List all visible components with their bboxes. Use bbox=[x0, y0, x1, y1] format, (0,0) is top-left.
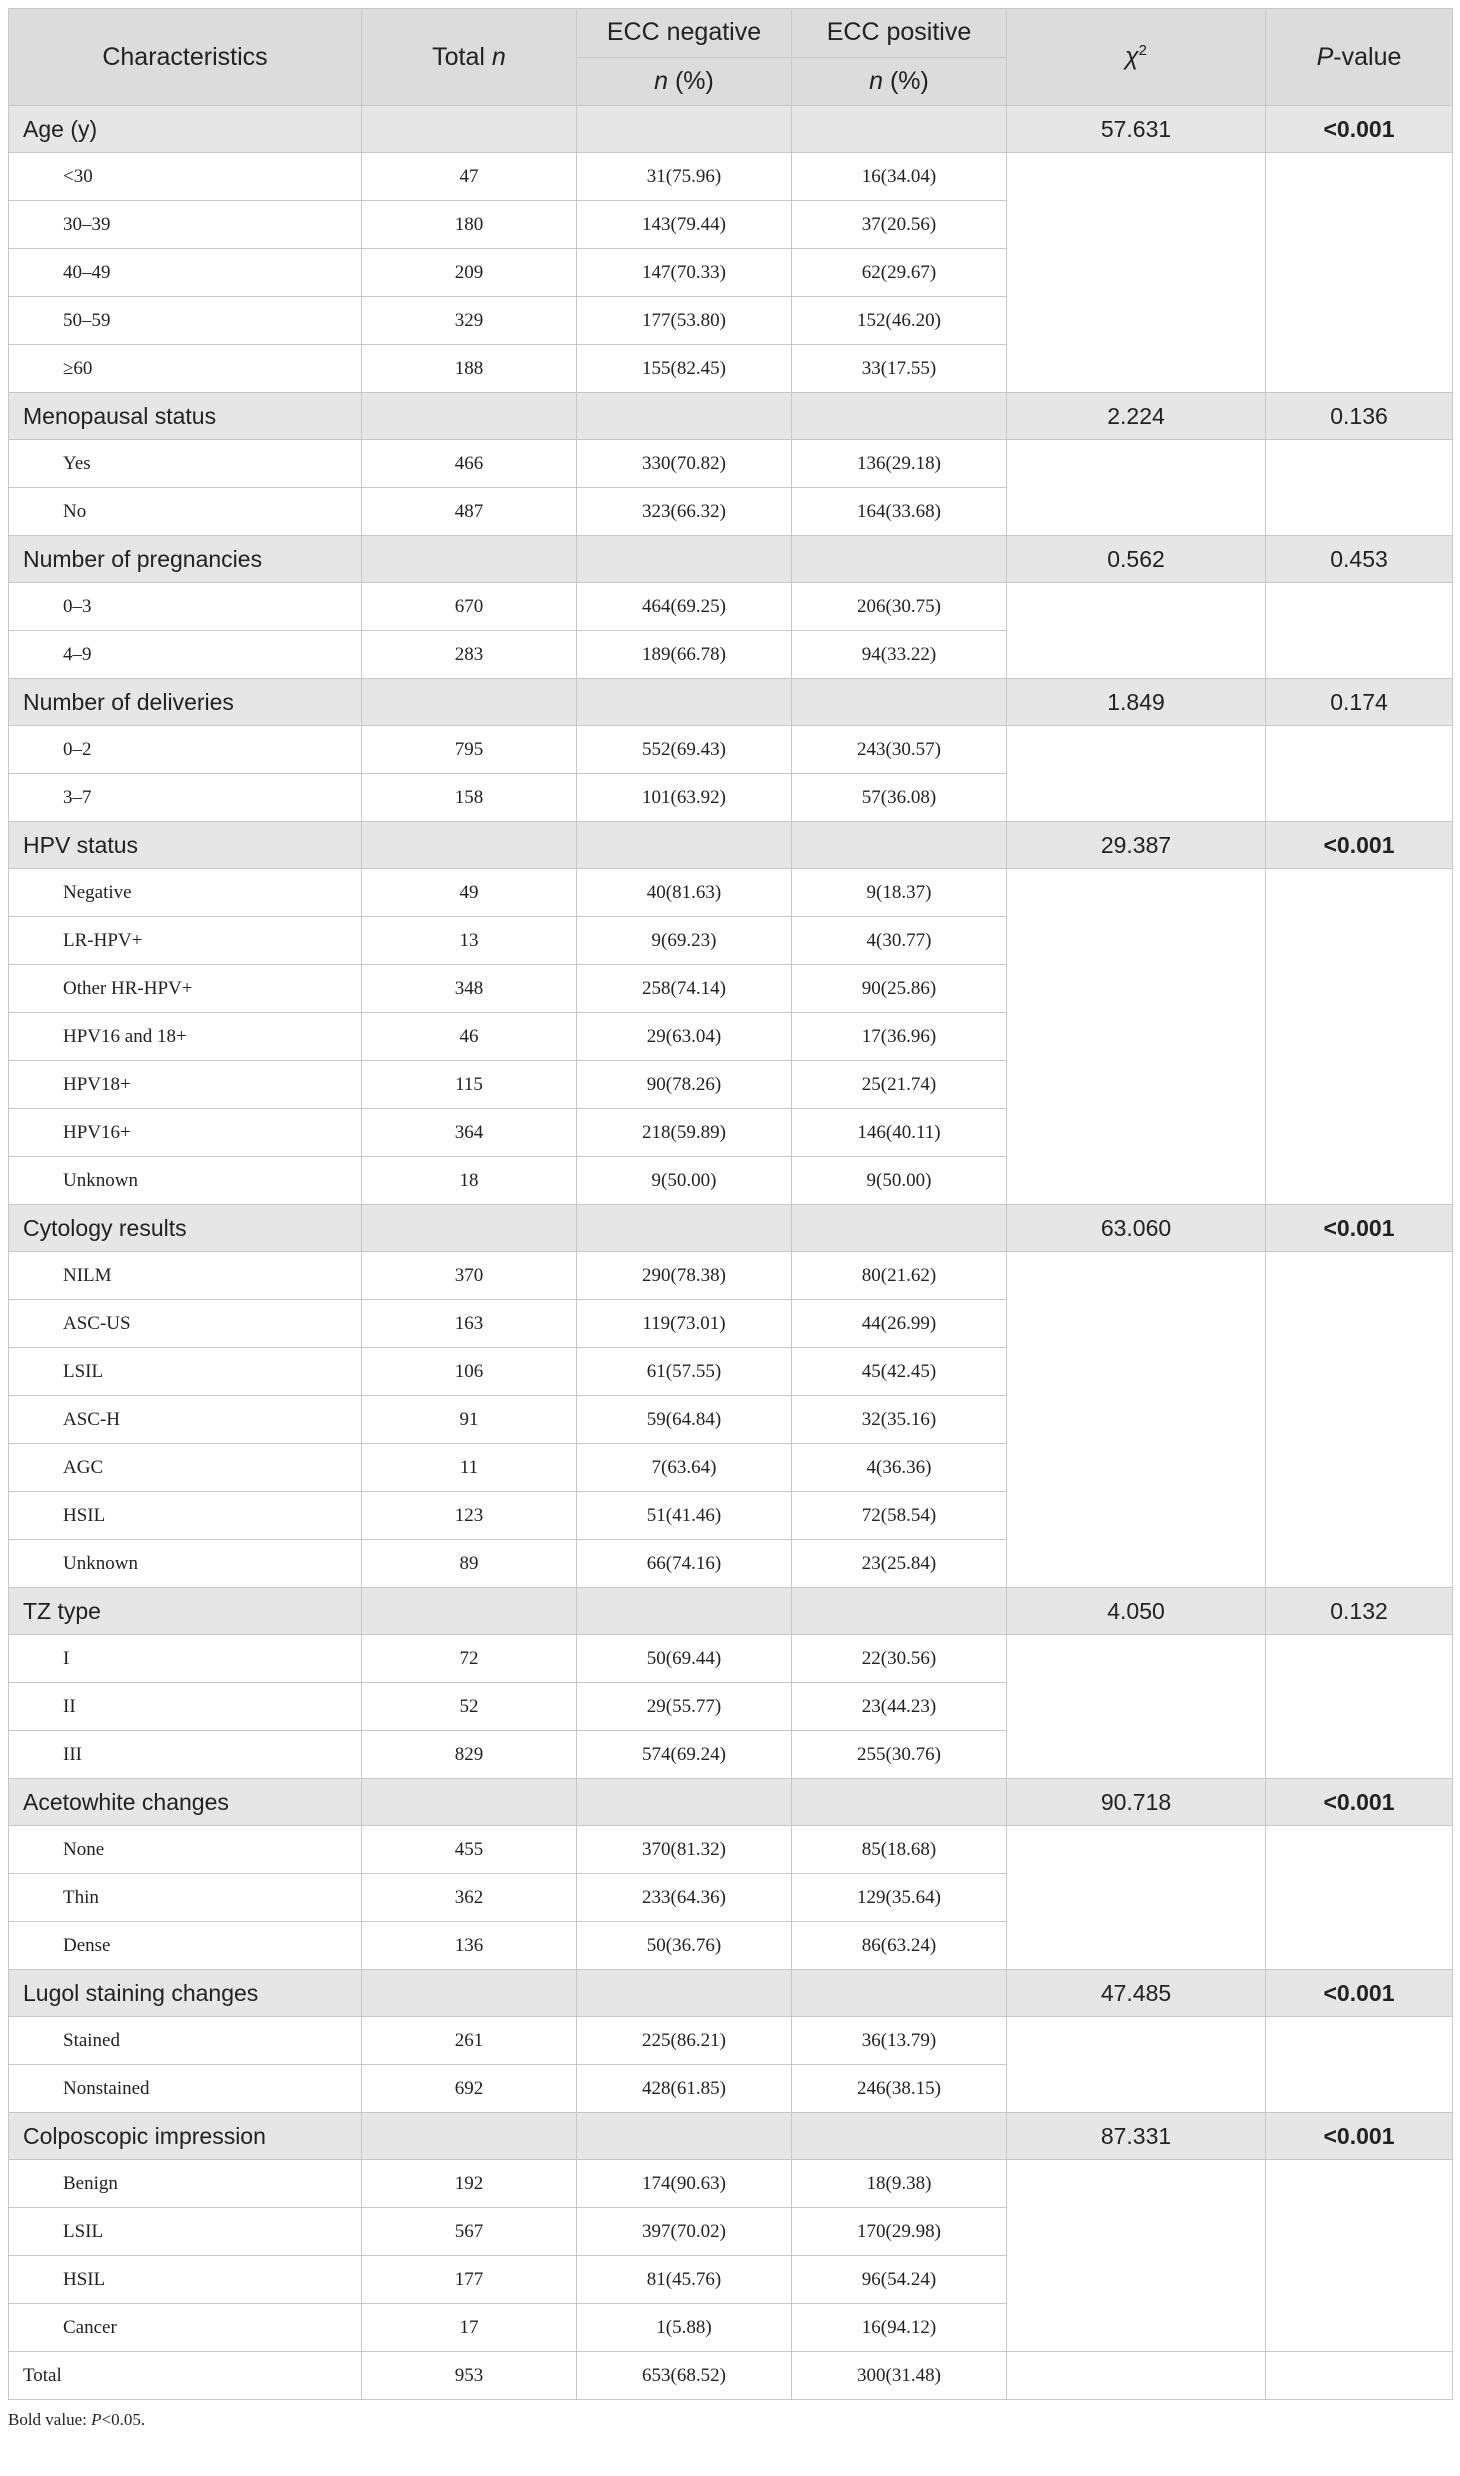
p-value: 0.132 bbox=[1266, 1588, 1453, 1635]
row-label: Nonstained bbox=[9, 2065, 362, 2113]
total-n: 953 bbox=[362, 2352, 577, 2400]
row-label: Unknown bbox=[9, 1157, 362, 1205]
total-n: 11 bbox=[362, 1444, 577, 1492]
table-row bbox=[9, 440, 1453, 488]
ecc-positive-value: 170(29.98) bbox=[792, 2208, 1007, 2256]
row-label: Other HR-HPV+ bbox=[9, 965, 362, 1013]
ecc-positive-value: 9(18.37) bbox=[792, 869, 1007, 917]
empty-cell bbox=[362, 2113, 577, 2160]
row-label: II bbox=[9, 1683, 362, 1731]
category-label: Number of deliveries bbox=[9, 679, 362, 726]
ecc-negative-value: 189(66.78) bbox=[577, 631, 792, 679]
ecc-positive-value: 36(13.79) bbox=[792, 2017, 1007, 2065]
header-ecc-positive: ECC positive bbox=[792, 9, 1007, 58]
table-container bbox=[8, 8, 1452, 2430]
table-row bbox=[9, 1635, 1453, 1683]
empty-cell bbox=[792, 1588, 1007, 1635]
empty-cell bbox=[362, 106, 577, 153]
ecc-positive-value: 136(29.18) bbox=[792, 440, 1007, 488]
row-label: 40–49 bbox=[9, 249, 362, 297]
ecc-negative-value: 29(55.77) bbox=[577, 1683, 792, 1731]
table-row bbox=[9, 869, 1453, 917]
header-negative-n-pct: n (%) bbox=[577, 57, 792, 106]
category-label: Cytology results bbox=[9, 1205, 362, 1252]
ecc-negative-value: 147(70.33) bbox=[577, 249, 792, 297]
ecc-negative-value: 90(78.26) bbox=[577, 1061, 792, 1109]
total-n: 136 bbox=[362, 1922, 577, 1970]
empty-cell bbox=[1007, 1826, 1266, 1970]
header-ecc-negative: ECC negative bbox=[577, 9, 792, 58]
p-value: <0.001 bbox=[1266, 1970, 1453, 2017]
ecc-positive-value: 94(33.22) bbox=[792, 631, 1007, 679]
total-n: 692 bbox=[362, 2065, 577, 2113]
total-n: 123 bbox=[362, 1492, 577, 1540]
row-label: No bbox=[9, 488, 362, 536]
empty-cell bbox=[577, 1205, 792, 1252]
ecc-negative-value: 574(69.24) bbox=[577, 1731, 792, 1779]
empty-cell bbox=[362, 1970, 577, 2017]
chi-square-value: 47.485 bbox=[1007, 1970, 1266, 2017]
category-row bbox=[9, 679, 1453, 726]
total-n: 177 bbox=[362, 2256, 577, 2304]
chi-square-value: 63.060 bbox=[1007, 1205, 1266, 1252]
ecc-positive-value: 16(94.12) bbox=[792, 2304, 1007, 2352]
empty-cell bbox=[1266, 726, 1453, 822]
empty-cell bbox=[362, 822, 577, 869]
total-n: 283 bbox=[362, 631, 577, 679]
row-label: <30 bbox=[9, 153, 362, 201]
empty-cell bbox=[1007, 153, 1266, 393]
row-label: ASC-US bbox=[9, 1300, 362, 1348]
row-label: HPV18+ bbox=[9, 1061, 362, 1109]
empty-cell bbox=[1007, 1252, 1266, 1588]
ecc-positive-value: 72(58.54) bbox=[792, 1492, 1007, 1540]
empty-cell bbox=[1266, 1635, 1453, 1779]
ecc-positive-value: 32(35.16) bbox=[792, 1396, 1007, 1444]
ecc-positive-value: 90(25.86) bbox=[792, 965, 1007, 1013]
total-n: 209 bbox=[362, 249, 577, 297]
ecc-negative-value: 51(41.46) bbox=[577, 1492, 792, 1540]
ecc-positive-value: 129(35.64) bbox=[792, 1874, 1007, 1922]
chi-square-value: 57.631 bbox=[1007, 106, 1266, 153]
empty-cell bbox=[577, 106, 792, 153]
total-n: 115 bbox=[362, 1061, 577, 1109]
empty-cell bbox=[362, 1779, 577, 1826]
row-label: NILM bbox=[9, 1252, 362, 1300]
p-value: <0.001 bbox=[1266, 1205, 1453, 1252]
p-value: 0.136 bbox=[1266, 393, 1453, 440]
empty-cell bbox=[362, 1205, 577, 1252]
category-label: Lugol staining changes bbox=[9, 1970, 362, 2017]
ecc-positive-value: 18(9.38) bbox=[792, 2160, 1007, 2208]
ecc-negative-value: 155(82.45) bbox=[577, 345, 792, 393]
chi-square-value: 2.224 bbox=[1007, 393, 1266, 440]
total-n: 18 bbox=[362, 1157, 577, 1205]
total-row bbox=[9, 2352, 1453, 2400]
empty-cell bbox=[1266, 153, 1453, 393]
empty-cell bbox=[792, 2113, 1007, 2160]
ecc-negative-value: 143(79.44) bbox=[577, 201, 792, 249]
ecc-positive-value: 4(36.36) bbox=[792, 1444, 1007, 1492]
empty-cell bbox=[362, 393, 577, 440]
ecc-negative-value: 50(69.44) bbox=[577, 1635, 792, 1683]
empty-cell bbox=[792, 393, 1007, 440]
empty-cell bbox=[1007, 2017, 1266, 2113]
empty-cell bbox=[1007, 440, 1266, 536]
ecc-negative-value: 233(64.36) bbox=[577, 1874, 792, 1922]
empty-cell bbox=[1007, 869, 1266, 1205]
ecc-positive-value: 96(54.24) bbox=[792, 2256, 1007, 2304]
empty-cell bbox=[792, 1970, 1007, 2017]
chi-square-value: 90.718 bbox=[1007, 1779, 1266, 1826]
header-total-n: Total n bbox=[362, 9, 577, 106]
empty-cell bbox=[792, 1205, 1007, 1252]
ecc-negative-value: 59(64.84) bbox=[577, 1396, 792, 1444]
category-label: Menopausal status bbox=[9, 393, 362, 440]
category-label: HPV status bbox=[9, 822, 362, 869]
ecc-positive-value: 25(21.74) bbox=[792, 1061, 1007, 1109]
ecc-positive-value: 44(26.99) bbox=[792, 1300, 1007, 1348]
ecc-negative-value: 290(78.38) bbox=[577, 1252, 792, 1300]
category-row bbox=[9, 393, 1453, 440]
table-row bbox=[9, 726, 1453, 774]
row-label: 0–2 bbox=[9, 726, 362, 774]
row-label: Stained bbox=[9, 2017, 362, 2065]
row-label: LSIL bbox=[9, 1348, 362, 1396]
total-n: 180 bbox=[362, 201, 577, 249]
p-value: <0.001 bbox=[1266, 106, 1453, 153]
total-n: 158 bbox=[362, 774, 577, 822]
empty-cell bbox=[1266, 583, 1453, 679]
empty-cell bbox=[1007, 726, 1266, 822]
empty-cell bbox=[362, 1588, 577, 1635]
total-n: 455 bbox=[362, 1826, 577, 1874]
ecc-negative-value: 323(66.32) bbox=[577, 488, 792, 536]
table-body bbox=[9, 106, 1453, 2400]
empty-cell bbox=[1266, 1826, 1453, 1970]
ecc-negative-value: 31(75.96) bbox=[577, 153, 792, 201]
ecc-positive-value: 206(30.75) bbox=[792, 583, 1007, 631]
header-positive-n-pct: n (%) bbox=[792, 57, 1007, 106]
table-row bbox=[9, 1252, 1453, 1300]
empty-cell bbox=[1007, 2352, 1266, 2400]
empty-cell bbox=[792, 822, 1007, 869]
ecc-positive-value: 80(21.62) bbox=[792, 1252, 1007, 1300]
total-n: 795 bbox=[362, 726, 577, 774]
row-label: None bbox=[9, 1826, 362, 1874]
ecc-positive-value: 164(33.68) bbox=[792, 488, 1007, 536]
ecc-positive-value: 146(40.11) bbox=[792, 1109, 1007, 1157]
empty-cell bbox=[577, 536, 792, 583]
empty-cell bbox=[792, 1779, 1007, 1826]
row-label: 3–7 bbox=[9, 774, 362, 822]
p-value: <0.001 bbox=[1266, 1779, 1453, 1826]
ecc-negative-value: 225(86.21) bbox=[577, 2017, 792, 2065]
total-n: 261 bbox=[362, 2017, 577, 2065]
empty-cell bbox=[577, 1588, 792, 1635]
total-n: 188 bbox=[362, 345, 577, 393]
total-n: 348 bbox=[362, 965, 577, 1013]
row-label: Negative bbox=[9, 869, 362, 917]
ecc-positive-value: 45(42.45) bbox=[792, 1348, 1007, 1396]
ecc-negative-value: 81(45.76) bbox=[577, 2256, 792, 2304]
ecc-negative-total: 653(68.52) bbox=[577, 2352, 792, 2400]
empty-cell bbox=[577, 1779, 792, 1826]
ecc-negative-value: 119(73.01) bbox=[577, 1300, 792, 1348]
ecc-negative-value: 7(63.64) bbox=[577, 1444, 792, 1492]
row-label: HPV16 and 18+ bbox=[9, 1013, 362, 1061]
chi-square-value: 29.387 bbox=[1007, 822, 1266, 869]
category-row bbox=[9, 536, 1453, 583]
chi-square-value: 1.849 bbox=[1007, 679, 1266, 726]
table-row bbox=[9, 153, 1453, 201]
ecc-positive-value: 16(34.04) bbox=[792, 153, 1007, 201]
empty-cell bbox=[1007, 1635, 1266, 1779]
category-row bbox=[9, 106, 1453, 153]
category-row bbox=[9, 1588, 1453, 1635]
p-value: <0.001 bbox=[1266, 2113, 1453, 2160]
total-n: 47 bbox=[362, 153, 577, 201]
total-n: 89 bbox=[362, 1540, 577, 1588]
row-label: HSIL bbox=[9, 2256, 362, 2304]
total-n: 370 bbox=[362, 1252, 577, 1300]
row-label: LSIL bbox=[9, 2208, 362, 2256]
category-label: Number of pregnancies bbox=[9, 536, 362, 583]
row-label: ≥60 bbox=[9, 345, 362, 393]
ecc-negative-value: 330(70.82) bbox=[577, 440, 792, 488]
ecc-positive-total: 300(31.48) bbox=[792, 2352, 1007, 2400]
ecc-positive-value: 243(30.57) bbox=[792, 726, 1007, 774]
ecc-negative-value: 1(5.88) bbox=[577, 2304, 792, 2352]
ecc-negative-value: 66(74.16) bbox=[577, 1540, 792, 1588]
row-label: 4–9 bbox=[9, 631, 362, 679]
ecc-negative-value: 50(36.76) bbox=[577, 1922, 792, 1970]
row-label: ASC-H bbox=[9, 1396, 362, 1444]
total-n: 487 bbox=[362, 488, 577, 536]
empty-cell bbox=[1266, 2352, 1453, 2400]
total-n: 163 bbox=[362, 1300, 577, 1348]
empty-cell bbox=[1266, 869, 1453, 1205]
total-n: 49 bbox=[362, 869, 577, 917]
ecc-negative-value: 61(57.55) bbox=[577, 1348, 792, 1396]
chi-square-value: 4.050 bbox=[1007, 1588, 1266, 1635]
table-row bbox=[9, 2017, 1453, 2065]
category-row bbox=[9, 1205, 1453, 1252]
total-n: 52 bbox=[362, 1683, 577, 1731]
empty-cell bbox=[577, 2113, 792, 2160]
table-row bbox=[9, 2160, 1453, 2208]
row-label: 50–59 bbox=[9, 297, 362, 345]
header-characteristics: Characteristics bbox=[9, 9, 362, 106]
row-label: HSIL bbox=[9, 1492, 362, 1540]
category-row bbox=[9, 2113, 1453, 2160]
total-n: 106 bbox=[362, 1348, 577, 1396]
empty-cell bbox=[792, 536, 1007, 583]
ecc-negative-value: 9(50.00) bbox=[577, 1157, 792, 1205]
ecc-negative-value: 29(63.04) bbox=[577, 1013, 792, 1061]
row-label: 0–3 bbox=[9, 583, 362, 631]
ecc-positive-value: 9(50.00) bbox=[792, 1157, 1007, 1205]
empty-cell bbox=[1266, 2160, 1453, 2352]
ecc-negative-value: 397(70.02) bbox=[577, 2208, 792, 2256]
row-label: AGC bbox=[9, 1444, 362, 1492]
empty-cell bbox=[362, 536, 577, 583]
header-chi-square: $\chi^2$ bbox=[1007, 9, 1266, 106]
category-label: Acetowhite changes bbox=[9, 1779, 362, 1826]
empty-cell bbox=[362, 679, 577, 726]
ecc-negative-value: 552(69.43) bbox=[577, 726, 792, 774]
row-label: I bbox=[9, 1635, 362, 1683]
row-label: HPV16+ bbox=[9, 1109, 362, 1157]
p-value: <0.001 bbox=[1266, 822, 1453, 869]
row-label: Dense bbox=[9, 1922, 362, 1970]
ecc-positive-value: 246(38.15) bbox=[792, 2065, 1007, 2113]
total-n: 364 bbox=[362, 1109, 577, 1157]
empty-cell bbox=[792, 679, 1007, 726]
ecc-negative-value: 40(81.63) bbox=[577, 869, 792, 917]
empty-cell bbox=[577, 822, 792, 869]
row-label: Yes bbox=[9, 440, 362, 488]
category-label: Age (y) bbox=[9, 106, 362, 153]
empty-cell bbox=[577, 393, 792, 440]
ecc-positive-value: 23(44.23) bbox=[792, 1683, 1007, 1731]
ecc-negative-value: 218(59.89) bbox=[577, 1109, 792, 1157]
total-n: 362 bbox=[362, 1874, 577, 1922]
chi-square-value: 0.562 bbox=[1007, 536, 1266, 583]
total-n: 46 bbox=[362, 1013, 577, 1061]
empty-cell bbox=[1266, 2017, 1453, 2113]
row-label: Unknown bbox=[9, 1540, 362, 1588]
p-value: 0.453 bbox=[1266, 536, 1453, 583]
total-n: 329 bbox=[362, 297, 577, 345]
total-n: 670 bbox=[362, 583, 577, 631]
total-n: 72 bbox=[362, 1635, 577, 1683]
category-row bbox=[9, 1970, 1453, 2017]
empty-cell bbox=[1266, 440, 1453, 536]
characteristics-table bbox=[8, 8, 1453, 2400]
table-row bbox=[9, 583, 1453, 631]
table-row bbox=[9, 1826, 1453, 1874]
ecc-positive-value: 152(46.20) bbox=[792, 297, 1007, 345]
total-n: 13 bbox=[362, 917, 577, 965]
ecc-negative-value: 9(69.23) bbox=[577, 917, 792, 965]
category-label: Colposcopic impression bbox=[9, 2113, 362, 2160]
ecc-negative-value: 370(81.32) bbox=[577, 1826, 792, 1874]
ecc-negative-value: 428(61.85) bbox=[577, 2065, 792, 2113]
empty-cell bbox=[577, 679, 792, 726]
header-p-value: P-value bbox=[1266, 9, 1453, 106]
ecc-positive-value: 255(30.76) bbox=[792, 1731, 1007, 1779]
ecc-positive-value: 86(63.24) bbox=[792, 1922, 1007, 1970]
ecc-negative-value: 177(53.80) bbox=[577, 297, 792, 345]
row-label: Benign bbox=[9, 2160, 362, 2208]
ecc-positive-value: 4(30.77) bbox=[792, 917, 1007, 965]
total-label: Total bbox=[9, 2352, 362, 2400]
empty-cell bbox=[1007, 583, 1266, 679]
footnote: Bold value: P<0.05. bbox=[8, 2410, 146, 2429]
total-n: 567 bbox=[362, 2208, 577, 2256]
row-label: Cancer bbox=[9, 2304, 362, 2352]
total-n: 192 bbox=[362, 2160, 577, 2208]
total-n: 17 bbox=[362, 2304, 577, 2352]
empty-cell bbox=[1007, 2160, 1266, 2352]
ecc-positive-value: 62(29.67) bbox=[792, 249, 1007, 297]
row-label: LR-HPV+ bbox=[9, 917, 362, 965]
category-row bbox=[9, 1779, 1453, 1826]
ecc-positive-value: 23(25.84) bbox=[792, 1540, 1007, 1588]
ecc-negative-value: 101(63.92) bbox=[577, 774, 792, 822]
row-label: 30–39 bbox=[9, 201, 362, 249]
empty-cell bbox=[577, 1970, 792, 2017]
ecc-positive-value: 85(18.68) bbox=[792, 1826, 1007, 1874]
row-label: III bbox=[9, 1731, 362, 1779]
empty-cell bbox=[792, 106, 1007, 153]
total-n: 466 bbox=[362, 440, 577, 488]
ecc-positive-value: 57(36.08) bbox=[792, 774, 1007, 822]
empty-cell bbox=[1266, 1252, 1453, 1588]
total-n: 91 bbox=[362, 1396, 577, 1444]
total-n: 829 bbox=[362, 1731, 577, 1779]
category-label: TZ type bbox=[9, 1588, 362, 1635]
p-value: 0.174 bbox=[1266, 679, 1453, 726]
ecc-negative-value: 464(69.25) bbox=[577, 583, 792, 631]
chi-square-value: 87.331 bbox=[1007, 2113, 1266, 2160]
ecc-positive-value: 17(36.96) bbox=[792, 1013, 1007, 1061]
ecc-positive-value: 37(20.56) bbox=[792, 201, 1007, 249]
ecc-negative-value: 174(90.63) bbox=[577, 2160, 792, 2208]
ecc-positive-value: 33(17.55) bbox=[792, 345, 1007, 393]
category-row bbox=[9, 822, 1453, 869]
ecc-positive-value: 22(30.56) bbox=[792, 1635, 1007, 1683]
row-label: Thin bbox=[9, 1874, 362, 1922]
ecc-negative-value: 258(74.14) bbox=[577, 965, 792, 1013]
